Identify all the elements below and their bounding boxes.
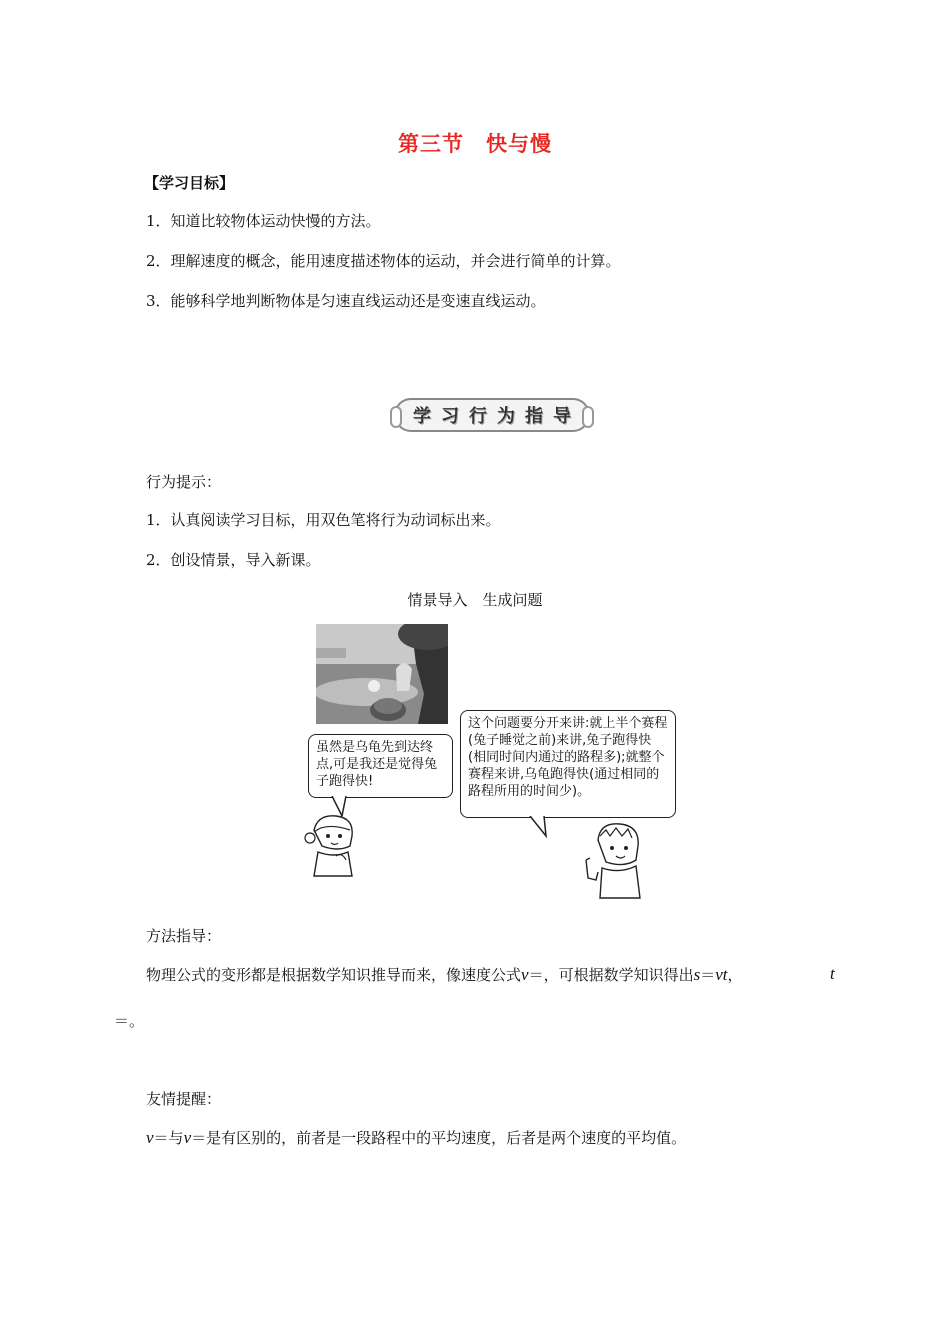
method-text: 物理公式的变形都是根据数学知识推导而来，像速度公式 — [146, 966, 522, 984]
equals-sign: ＝ — [700, 966, 716, 984]
velocity-symbol: v — [146, 1128, 154, 1147]
method-line — [146, 965, 743, 985]
method-text: ， — [727, 966, 743, 984]
distance-symbol: s — [693, 965, 701, 984]
vt-symbol: vt — [715, 965, 728, 984]
boy-bubble-tail — [528, 816, 552, 838]
behavior-item: 1．认真阅读学习目标，用双色笔将行为动词标出来。 — [146, 511, 501, 529]
reminder-text: ＝是有区别的，前者是一段路程中的平均速度，后者是两个速度的平均值。 — [191, 1129, 687, 1147]
reminder-text: ＝与 — [153, 1129, 184, 1147]
section-banner — [394, 398, 590, 432]
velocity-symbol: v — [521, 965, 529, 984]
girl-speech-text: 虽然是乌龟先到达终点,可是我还是觉得兔子跑得快! — [316, 740, 438, 789]
girl-icon — [298, 812, 368, 878]
goal-item: 3．能够科学地判断物体是匀速直线运动还是变速直线运动。 — [146, 292, 546, 310]
boy-speech-bubble — [460, 710, 676, 818]
goal-item: 2．理解速度的概念，能用速度描述物体的运动，并会进行简单的计算。 — [146, 252, 621, 270]
behavior-item: 2．创设情景，导入新课。 — [146, 551, 321, 569]
girl-speech-bubble — [308, 734, 453, 798]
method-heading: 方法指导： — [146, 927, 222, 945]
banner-text: 学习行为指导 — [413, 406, 581, 427]
scene-title: 情景导入 生成问题 — [407, 591, 543, 609]
boy-icon — [576, 820, 648, 900]
tortoise-hare-picture — [316, 624, 448, 724]
reminder-line — [146, 1128, 686, 1148]
goals-heading: 【学习目标】 — [144, 174, 235, 192]
goal-item: 1．知道比较物体运动快慢的方法。 — [146, 212, 381, 230]
method-line-2: ＝。 — [114, 1012, 145, 1030]
velocity-symbol: v — [183, 1128, 192, 1147]
time-symbol: t — [830, 964, 835, 983]
behavior-heading: 行为提示： — [146, 473, 222, 491]
boy-speech-text: 这个问题要分开来讲:就上半个赛程(兔子睡觉之前)来讲,兔子跑得快(相同时间内通过的路程多);就整个赛程来讲,乌龟跑得快(通过相同的路程所用的时间少)。 — [468, 716, 668, 799]
reminder-heading: 友情提醒： — [146, 1090, 222, 1108]
page-title: 第三节 快与慢 — [398, 132, 552, 156]
method-text: ＝，可根据数学知识得出 — [528, 966, 694, 984]
